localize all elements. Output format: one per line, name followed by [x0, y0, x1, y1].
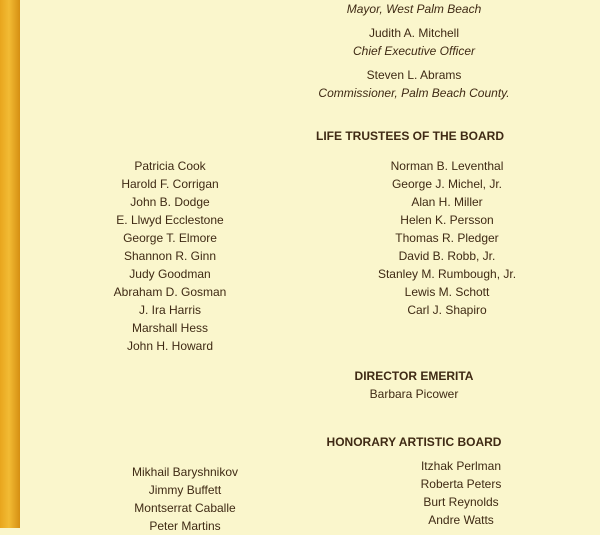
honorary-member-name: Roberta Peters [420, 477, 502, 491]
officer-title: Chief Executive Officer [352, 44, 476, 58]
trustee-name: Alan H. Miller [411, 195, 483, 209]
trustee-name: E. Llwyd Ecclestone [116, 213, 224, 227]
trustee-name: J. Ira Harris [138, 303, 202, 317]
life-trustees-heading: LIFE TRUSTEES OF THE BOARD [315, 129, 505, 143]
honorary-member-name: Burt Reynolds [423, 495, 499, 509]
trustee-name: Norman B. Leventhal [390, 159, 504, 173]
trustee-name: David B. Robb, Jr. [398, 249, 496, 263]
trustee-name: John B. Dodge [130, 195, 210, 209]
left-edge-border [0, 0, 20, 528]
trustee-name: Marshall Hess [131, 321, 209, 335]
honorary-member-name: Mikhail Baryshnikov [131, 465, 239, 479]
trustee-name: Abraham D. Gosman [113, 285, 227, 299]
trustee-name: Harold F. Corrigan [121, 177, 219, 191]
director-emerita-heading: DIRECTOR EMERITA [354, 369, 474, 383]
trustee-name: Judy Goodman [129, 267, 211, 281]
honorary-member-name: Andre Watts [428, 513, 494, 527]
officer-name: Judith A. Mitchell [368, 26, 460, 40]
director-emerita-name: Barbara Picower [369, 387, 459, 401]
trustee-name: John H. Howard [126, 339, 214, 353]
trustee-name: George J. Michel, Jr. [391, 177, 503, 191]
trustee-name: Thomas R. Pledger [395, 231, 499, 245]
trustee-name: Shannon R. Ginn [123, 249, 217, 263]
trustee-name: Helen K. Persson [400, 213, 494, 227]
officer-title: Commissioner, Palm Beach County. [318, 86, 510, 100]
officer-name: Steven L. Abrams [366, 68, 462, 82]
officer-title-mayor: Mayor, West Palm Beach [346, 2, 482, 16]
honorary-member-name: Itzhak Perlman [420, 459, 502, 473]
trustee-name: Lewis M. Schott [404, 285, 490, 299]
trustee-name: George T. Elmore [123, 231, 217, 245]
honorary-board-heading: HONORARY ARTISTIC BOARD [326, 435, 502, 449]
trustee-name: Stanley M. Rumbough, Jr. [377, 267, 517, 281]
trustee-name: Carl J. Shapiro [407, 303, 487, 317]
honorary-member-name: Jimmy Buffett [148, 483, 222, 497]
trustee-name: Patricia Cook [134, 159, 206, 173]
honorary-member-name: Montserrat Caballe [134, 501, 236, 515]
honorary-member-name: Peter Martins [149, 519, 221, 533]
